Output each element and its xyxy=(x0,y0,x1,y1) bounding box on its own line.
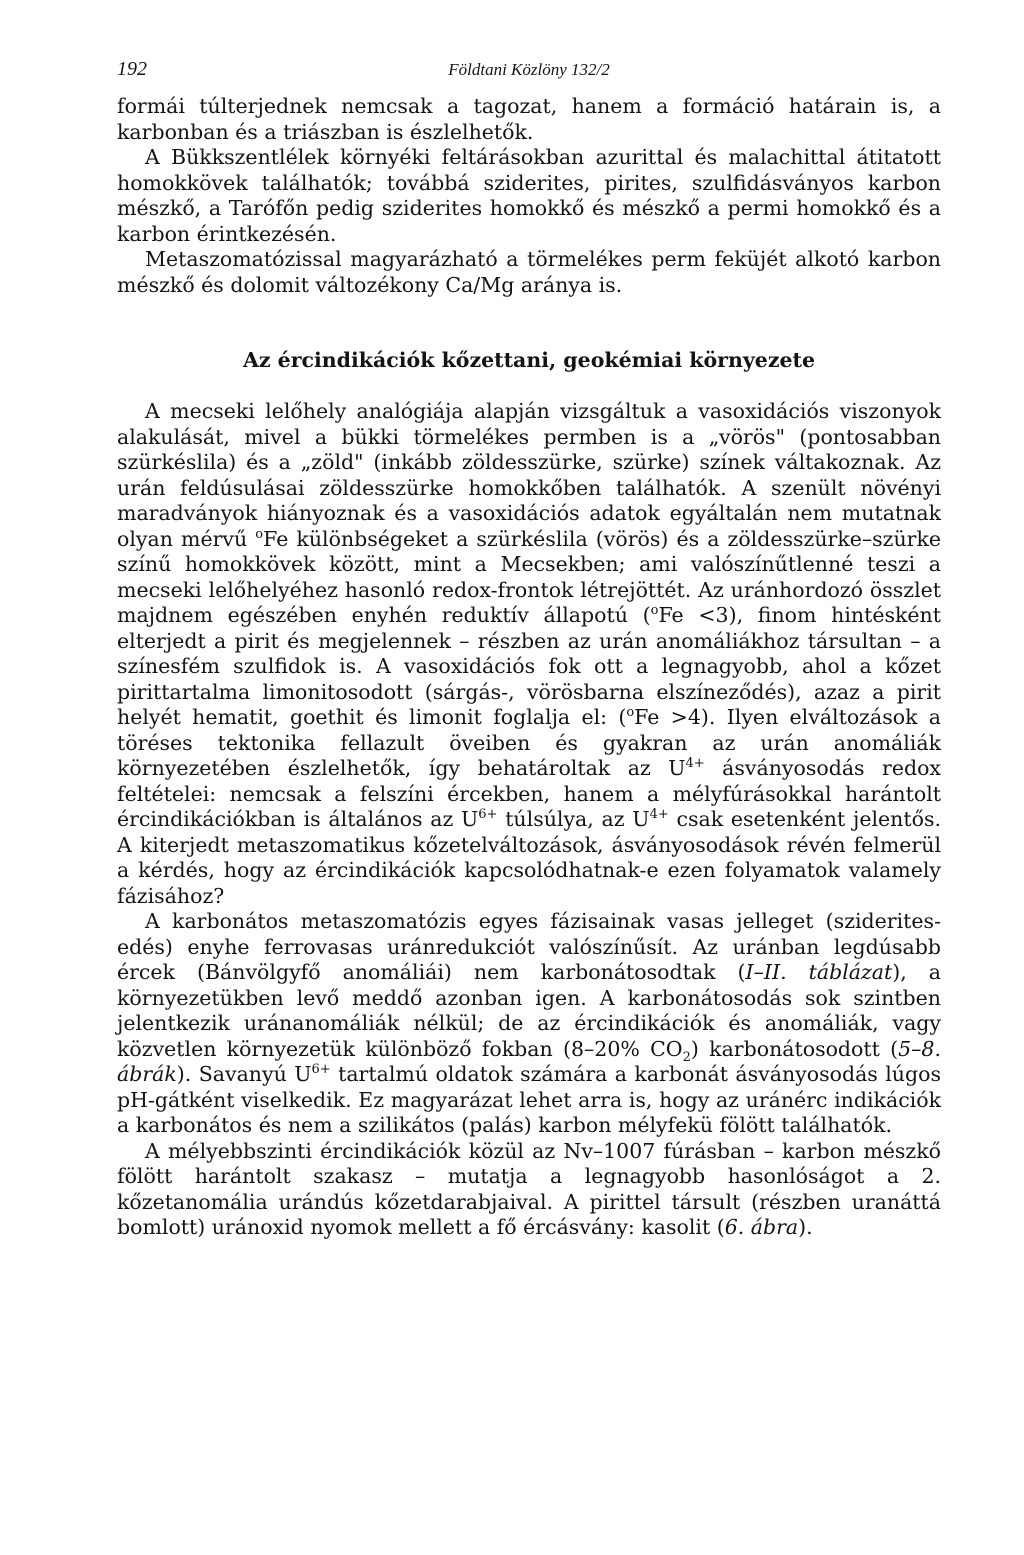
text-run: Fe <3), finom hintésként elterjedt a pirit és megjelennek – részben az urán anomáliákhoz társultan – a színesfém szulfidok is. A vasoxidációs fok ott a legnagyobb, ahol a kőzet pirittartalma limonitosodott (sárgás-, vörösbarna elszíneződés), azaz a pirit helyét hematit, goethit és limonit foglalja el: ( xyxy=(117,603,941,729)
text-run: ) karbonátosodott ( xyxy=(690,1036,899,1061)
page xyxy=(117,58,941,1241)
text-run: túlsúlya, az U xyxy=(497,807,650,831)
superscript: o xyxy=(650,603,659,619)
text-run: tartalmú oldatok számára a karbonát ásványosodás lúgos pH-gátként viselkedik. Ez magyarázat lehet arra is, hogy az uránérc indikációk a karbonátos és nem a szilikátos (palás) karbon mélyfekü fölött találhatók. xyxy=(117,1062,941,1137)
page-number: 192 xyxy=(117,58,147,80)
text-run: Fe >4). Ilyen elváltozások a töréses tektonika fellazult öveiben és gyakran az urán anomáliák környezetében észlelhetők, így behatároltak az U xyxy=(117,705,941,780)
text-run: ), a környezetükben levő meddő azonban igen. A karbonátosodás sok szintben jelentkezik uránanomáliák nélkül; de az ércindikációk és anomáliák, vagy közvetlen környezetük különböző fokban (8–20% CO xyxy=(117,960,941,1061)
table-reference: I–II. táblázat xyxy=(745,960,893,984)
journal-title: Földtani Közlöny 132/2 xyxy=(448,60,610,79)
section-title: Az ércindikációk kőzettani, geokémiai környezete xyxy=(242,348,816,372)
paragraph-continuation: formái túlterjednek nemcsak a tagozat, hanem a formáció határain is, a karbonban és a triászban is észlelhetők. xyxy=(117,94,941,144)
text-run: A mecseki lelőhely analógiája alapján vizsgáltuk a vasoxidációs viszonyok alakulását, mivel a bükki törmelékes permben is a „vörös" (pontosabban szürkéslila) és a „zöld" (inkább zöldesszürke, szürke) színek váltakoznak. Az urán feldúsulásai zöldesszürke homokkőben találhatók. A szenült növényi maradványok hiányoznak és a vasoxidációs adatok egyáltalán nem mutatnak olyan mérvű xyxy=(117,399,941,551)
paragraph-metaszomatozis: Metaszomatózissal magyarázható a törmelékes perm feküjét alkotó karbon mészkő és dolomit változékony Ca/Mg aránya is. xyxy=(117,247,941,297)
superscript: 6+ xyxy=(478,807,498,823)
superscript: 4+ xyxy=(649,807,669,823)
superscript: 4+ xyxy=(685,756,705,772)
superscript: o xyxy=(255,526,264,542)
text-run: A karbonátos metaszomatózis egyes fázisainak vasas jelleget (szideritesedés) enyhe ferrovasas uránredukciót valószínűsít. Az uránban legdúsabb ércek (Bánvölgyfő anomáliái) nem karbonátosodtak ( xyxy=(117,909,941,984)
paragraph-melyebbszinti xyxy=(117,1139,941,1241)
paragraph-karbonatos-metaszomatozis xyxy=(117,909,941,1139)
text-run: ásványosodás redox feltételei: nemcsak a felszíni ércekben, hanem a mélyfúrásokkal harántolt ércindikációkban is általános az U xyxy=(117,756,941,831)
running-header xyxy=(117,58,941,94)
text-run: ). Savanyú U xyxy=(176,1062,312,1086)
superscript: 6+ xyxy=(311,1062,331,1078)
paragraph-bukkszentlelek: A Bükkszentlélek környéki feltárásokban azurittal és malachittal átitatott homokkövek találhatók; továbbá sziderites, pirites, szulfidásványos karbon mészkő, a Tarófőn pedig sziderites homokkő és mészkő a permi homokkő és a karbon érintkezésén. xyxy=(117,145,941,246)
text-run: ). xyxy=(798,1215,813,1239)
subscript: 2 xyxy=(682,1049,691,1065)
text-run: csak esetenként jelentős. A kiterjedt metaszomatikus kőzetelváltozások, ásványosodások révén felmerül a kérdés, hogy az ércindikációk kapcsolódhatnak-e ezen folyamatok valamely fázisához? xyxy=(117,807,941,908)
figure-reference: 5–8. ábrák xyxy=(117,1036,941,1086)
text-run: Fe különbségeket a szürkéslila (vörös) és a zöldesszürke–szürke színű homokkövek között, mint a Mecsekben; ami valószínűtlenné teszi a mecseki lelőhelyéhez hasonló redox-frontok létrejöttét. Az uránhordozó összlet majdnem egészében enyhén reduktív állapotú ( xyxy=(117,526,942,627)
superscript: o xyxy=(626,705,635,721)
paragraph-vasoxidacio xyxy=(117,399,941,909)
text-run: A mélyebbszinti ércindikációk közül az Nv–1007 fúrásban – karbon mészkő fölött harántolt szakasz – mutatja a legnagyobb hasonlóságot a 2. kőzetanomália urándús kőzetdarabjaival. A pirittel társult (részben uranáttá bomlott) uránoxid nyomok mellett a fő ércásvány: kasolit ( xyxy=(117,1138,941,1239)
body-text xyxy=(117,94,941,1241)
figure-reference: 6. ábra xyxy=(724,1215,799,1239)
